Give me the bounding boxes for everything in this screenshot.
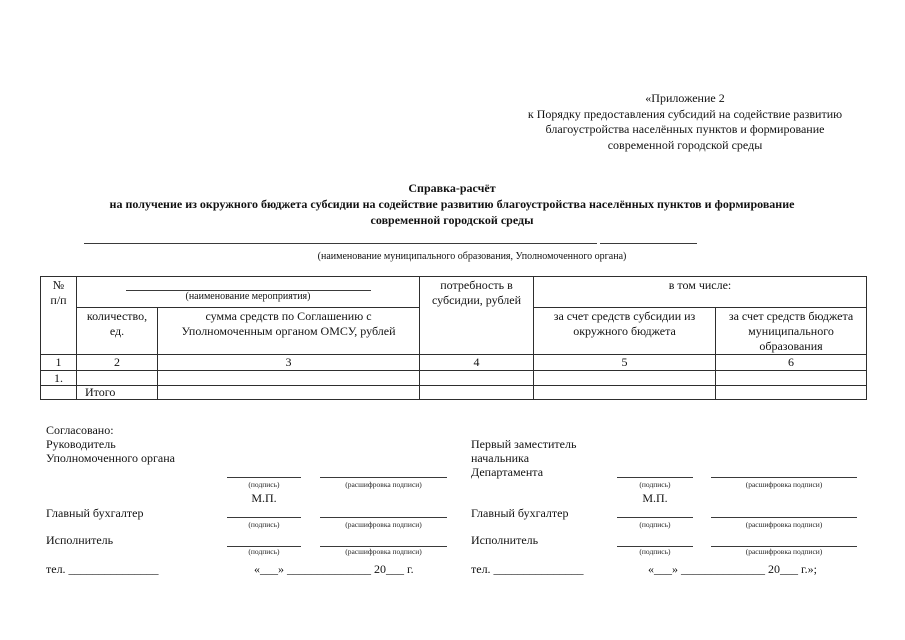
table-row: [41, 371, 867, 386]
right-head-title: Департамента: [471, 465, 544, 479]
header-need-line: потребность в: [440, 278, 513, 292]
row-number-cell: 1.: [41, 371, 77, 386]
signature-line: [227, 477, 301, 478]
decoding-caption: (расшифровка подписи): [745, 520, 823, 529]
right-executor-label: Исполнитель: [471, 533, 539, 547]
signature-decoding-line: [320, 477, 447, 478]
header-including-label: в том числе:: [668, 278, 732, 292]
left-head-title: Руководитель: [46, 437, 116, 451]
event-name-caption: (наименование мероприятия): [185, 291, 311, 302]
agreed-label: Согласовано:: [46, 423, 114, 437]
appendix-line: благоустройства населённых пунктов и формирование: [545, 122, 825, 136]
column-number-cell: 3: [158, 355, 420, 371]
right-phone-field: тел. _______________: [471, 562, 584, 576]
header-need-line: субсидии, рублей: [431, 293, 522, 307]
header-quantity-cell: [77, 308, 158, 355]
stamp-mark: М.П.: [251, 491, 277, 505]
authority-name-line: [600, 243, 697, 244]
signature-decoding-line: [711, 477, 857, 478]
signature-caption: (подпись): [248, 480, 280, 489]
signature-decoding-line: [711, 517, 857, 518]
column-number-cell: 2: [77, 355, 158, 371]
decoding-caption: (расшифровка подписи): [745, 547, 823, 556]
event-name-line: [126, 277, 371, 291]
left-chief-accountant-label: Главный бухгалтер: [46, 506, 144, 520]
column-number-cell: 4: [420, 355, 534, 371]
table-cell: [420, 371, 534, 386]
header-municipal-budget-line: образования: [759, 339, 823, 353]
header-district-budget-line: окружного бюджета: [573, 324, 676, 338]
left-phone-field: тел. _______________: [46, 562, 159, 576]
signature-line: [227, 517, 301, 518]
stamp-mark: М.П.: [642, 491, 668, 505]
signature-caption: (подпись): [248, 547, 280, 556]
decoding-caption: (расшифровка подписи): [745, 480, 823, 489]
column-numbers-row: [41, 355, 867, 371]
left-executor-label: Исполнитель: [46, 533, 114, 547]
table-cell: [420, 386, 534, 400]
header-need-cell: [420, 277, 534, 355]
municipality-caption: (наименование муниципального образования, Уполномоченного органа): [317, 251, 627, 262]
municipality-name-line: [84, 243, 597, 244]
column-number-cell: 1: [41, 355, 77, 371]
signature-caption: (подпись): [248, 520, 280, 529]
table-cell: [41, 386, 77, 400]
document-title: [52, 180, 852, 228]
header-agreement-sum-cell: [158, 308, 420, 355]
appendix-line: современной городской среды: [607, 137, 763, 152]
signature-caption: (подпись): [639, 520, 671, 529]
header-event-cell: [77, 277, 420, 308]
signature-line: [617, 477, 693, 478]
right-head-title: Первый заместитель: [471, 437, 577, 451]
signature-decoding-line: [320, 517, 447, 518]
column-number-cell: 5: [534, 355, 716, 371]
table-cell: [77, 371, 158, 386]
table-cell: [534, 386, 716, 400]
right-date-field: «___» ______________ 20___ г.»;: [648, 562, 817, 576]
decoding-caption: (расшифровка подписи): [345, 547, 422, 556]
table-cell: [716, 386, 867, 400]
calculation-table: [40, 276, 867, 400]
left-head-title: Уполномоченного органа: [46, 451, 175, 465]
header-number-line: п/п: [50, 293, 67, 307]
document-heading: Справка-расчёт: [408, 181, 496, 195]
right-head-title: начальника: [471, 451, 530, 465]
table-cell: [158, 386, 420, 400]
appendix-line: «Приложение 2: [645, 91, 725, 105]
header-municipal-budget-line: за счет средств бюджета: [728, 309, 854, 323]
left-date-field: «___» ______________ 20___ г.: [254, 562, 414, 576]
header-number-line: №: [52, 278, 65, 292]
column-number-cell: 6: [716, 355, 867, 371]
table-cell: [158, 371, 420, 386]
decoding-caption: (расшифровка подписи): [345, 520, 422, 529]
signature-caption: (подпись): [639, 547, 671, 556]
appendix-reference: [500, 91, 870, 153]
right-chief-accountant-label: Главный бухгалтер: [471, 506, 569, 520]
header-quantity-line: количество,: [86, 309, 148, 323]
header-district-budget-line: за счет средств субсидии из: [553, 309, 696, 323]
decoding-caption: (расшифровка подписи): [345, 480, 422, 489]
signature-caption: (подпись): [639, 480, 671, 489]
header-agreement-sum-line: сумма средств по Соглашению с: [205, 309, 372, 323]
document-subtitle-line: современной городской среды: [370, 213, 534, 227]
table-cell: [716, 371, 867, 386]
header-number-cell: [41, 277, 77, 355]
header-district-budget-cell: [534, 308, 716, 355]
table-header-row: [41, 277, 867, 308]
total-label-cell: Итого: [77, 386, 158, 400]
header-agreement-sum-line: Уполномоченным органом ОМСУ, рублей: [181, 324, 396, 338]
header-municipal-budget-cell: [716, 308, 867, 355]
header-municipal-budget-line: муниципального: [748, 324, 834, 338]
table-cell: [534, 371, 716, 386]
appendix-line: к Порядку предоставления субсидий на содействие развитию: [527, 106, 843, 121]
document-subtitle-line: на получение из окружного бюджета субсидии на содействие развитию благоустройства населённых пунктов и формирование: [109, 197, 795, 211]
total-row: [41, 386, 867, 400]
header-including-cell: [534, 277, 867, 308]
header-quantity-line: ед.: [109, 324, 125, 338]
signature-line: [617, 517, 693, 518]
